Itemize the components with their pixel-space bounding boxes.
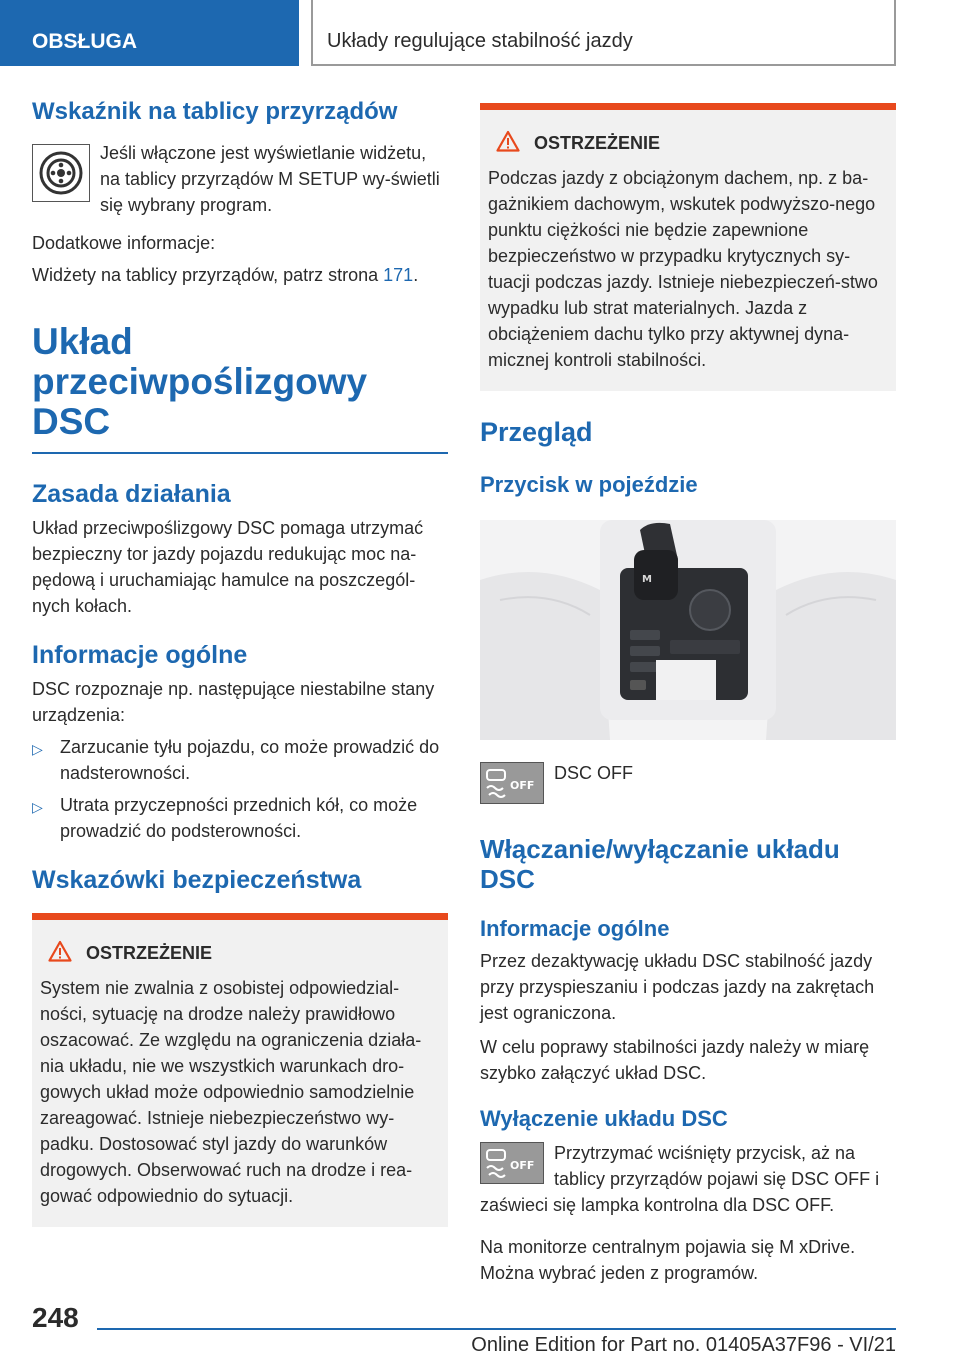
heading-overview: Przegląd	[480, 417, 593, 447]
section-tab: OBSŁUGA	[0, 0, 299, 66]
indicator-text: Jeśli włączone jest wyświetlanie widżetu, na tablicy przyrządów M SETUP wy-świetli się wybrany program.	[100, 143, 440, 215]
list-item	[32, 734, 448, 786]
center-console-photo	[480, 520, 896, 740]
warning-text: System nie zwalnia z osobistej odpowiedzial-ności, sytuację na drodze należy prawidłowo oszacować. Ze względu na ograniczenia działa-nia układu, nie we wszystkich warunkach dro-gowych układ może odpowiednio samodzielnie zareagować. Istnieje niebezpieczeństwo wy-padku. Dostosować styl jazdy do warunków drogowych. Obserwować ruch na drodze i rea-gować odpowiednio do sytuacji.	[40, 978, 422, 1206]
general-text: DSC rozpoznaje np. następujące niestabilne stany urządzenia:	[32, 679, 435, 725]
general-text-1: Przez dezaktywację układu DSC stabilność jazdy przy przyspieszaniu i podczas jazdy na zakrętach jest ograniczona.	[480, 951, 875, 1023]
warning-triangle-icon	[496, 130, 520, 157]
warning-header	[488, 130, 888, 157]
heading-dsc: Układ przeciwpoślizgowy DSC	[32, 321, 368, 442]
warning-triangle-icon	[48, 940, 72, 967]
list-item	[32, 792, 448, 844]
page-header	[0, 0, 960, 66]
page-link[interactable]: 171	[383, 265, 414, 285]
disable-row	[480, 1140, 896, 1218]
monitor-text: Na monitorze centralnym pojawia się M xDrive. Można wybrać jeden z programów.	[480, 1237, 856, 1283]
disable-text: Przytrzymać wciśnięty przycisk, aż na tablicy przyrządów pojawi się DSC OFF i zaświeci się lampka kontrolna dla DSC OFF.	[480, 1143, 880, 1215]
widgets-ref	[32, 262, 448, 288]
warning-box	[32, 913, 448, 1227]
heading-onoff: Włączanie/wyłączanie układu DSC	[480, 834, 840, 894]
bullet-text: Zarzucanie tyłu pojazdu, co może prowadzić do nadsterowności.	[60, 737, 440, 783]
bullet-text: Utrata przyczepności przednich kół, co może prowadzić do podsterowności.	[60, 795, 418, 841]
msetup-icon	[32, 144, 90, 202]
heading-general: Informacje ogólne	[480, 916, 670, 941]
more-info-label: Dodatkowe informacje:	[32, 233, 216, 253]
dsc-off-label: DSC OFF	[554, 763, 633, 783]
heading-disable: Wyłączenie układu DSC	[480, 1106, 728, 1131]
dsc-off-row	[480, 760, 896, 804]
warning-title: OSTRZEŻENIE	[534, 133, 661, 153]
edition-note: Online Edition for Part no. 01405A37F96 - VI/21	[471, 1334, 896, 1356]
footer-rule	[97, 1328, 896, 1330]
dsc-off-icon-text: OFF	[510, 1159, 535, 1172]
right-column	[480, 103, 896, 1286]
dsc-off-icon	[480, 762, 544, 804]
warning-box	[480, 103, 896, 391]
left-column	[32, 98, 448, 1227]
widgets-ref-text: Widżety na tablicy przyrządów, patrz strona	[32, 265, 379, 285]
page-number: 248	[32, 1302, 79, 1333]
svg-text:M: M	[642, 574, 652, 585]
heading-principle: Zasada działania	[32, 480, 231, 508]
heading-button: Przycisk w pojeździe	[480, 472, 698, 497]
general-text-2: W celu poprawy stabilności jazdy należy w miarę szybko załączyć układ DSC.	[480, 1037, 870, 1083]
principle-text: Układ przeciwpoślizgowy DSC pomaga utrzymać bezpieczny tor jazdy pojazdu redukując moc na-pędową i uruchamiając hamulce na poszczegól-nych kołach.	[32, 518, 424, 616]
dsc-off-icon-text: OFF	[510, 779, 535, 792]
warning-text: Podczas jazdy z obciążonym dachem, np. z ba-gażnikiem dachowym, wskutek podwyższo-nego punktu ciężkości nie będzie zapewnione bezpieczeństwo w przypadku krytycznych sy-tuacji podczas jazdy. Istnieje niebezpieczeń-stwo wypadku lub strat materialnych. Jazda z obciążeniem dachu tylko przy aktywnej dyna-micznej kontroli stabilności.	[488, 168, 878, 370]
chapter-title: Układy regulujące stabilność jazdy	[311, 0, 896, 66]
triangle-bullet-icon: ▷	[32, 799, 43, 815]
widgets-ref-end: .	[413, 265, 419, 285]
warning-header	[40, 940, 440, 967]
heading-safety: Wskazówki bezpieczeństwa	[32, 866, 362, 894]
indicator-row	[32, 140, 448, 218]
heading-general: Informacje ogólne	[32, 641, 248, 669]
dsc-off-icon	[480, 1142, 544, 1184]
heading-rule	[32, 452, 448, 454]
triangle-bullet-icon: ▷	[32, 741, 43, 757]
heading-indicator: Wskaźnik na tablicy przyrządów	[32, 98, 398, 125]
warning-title: OSTRZEŻENIE	[86, 943, 213, 963]
